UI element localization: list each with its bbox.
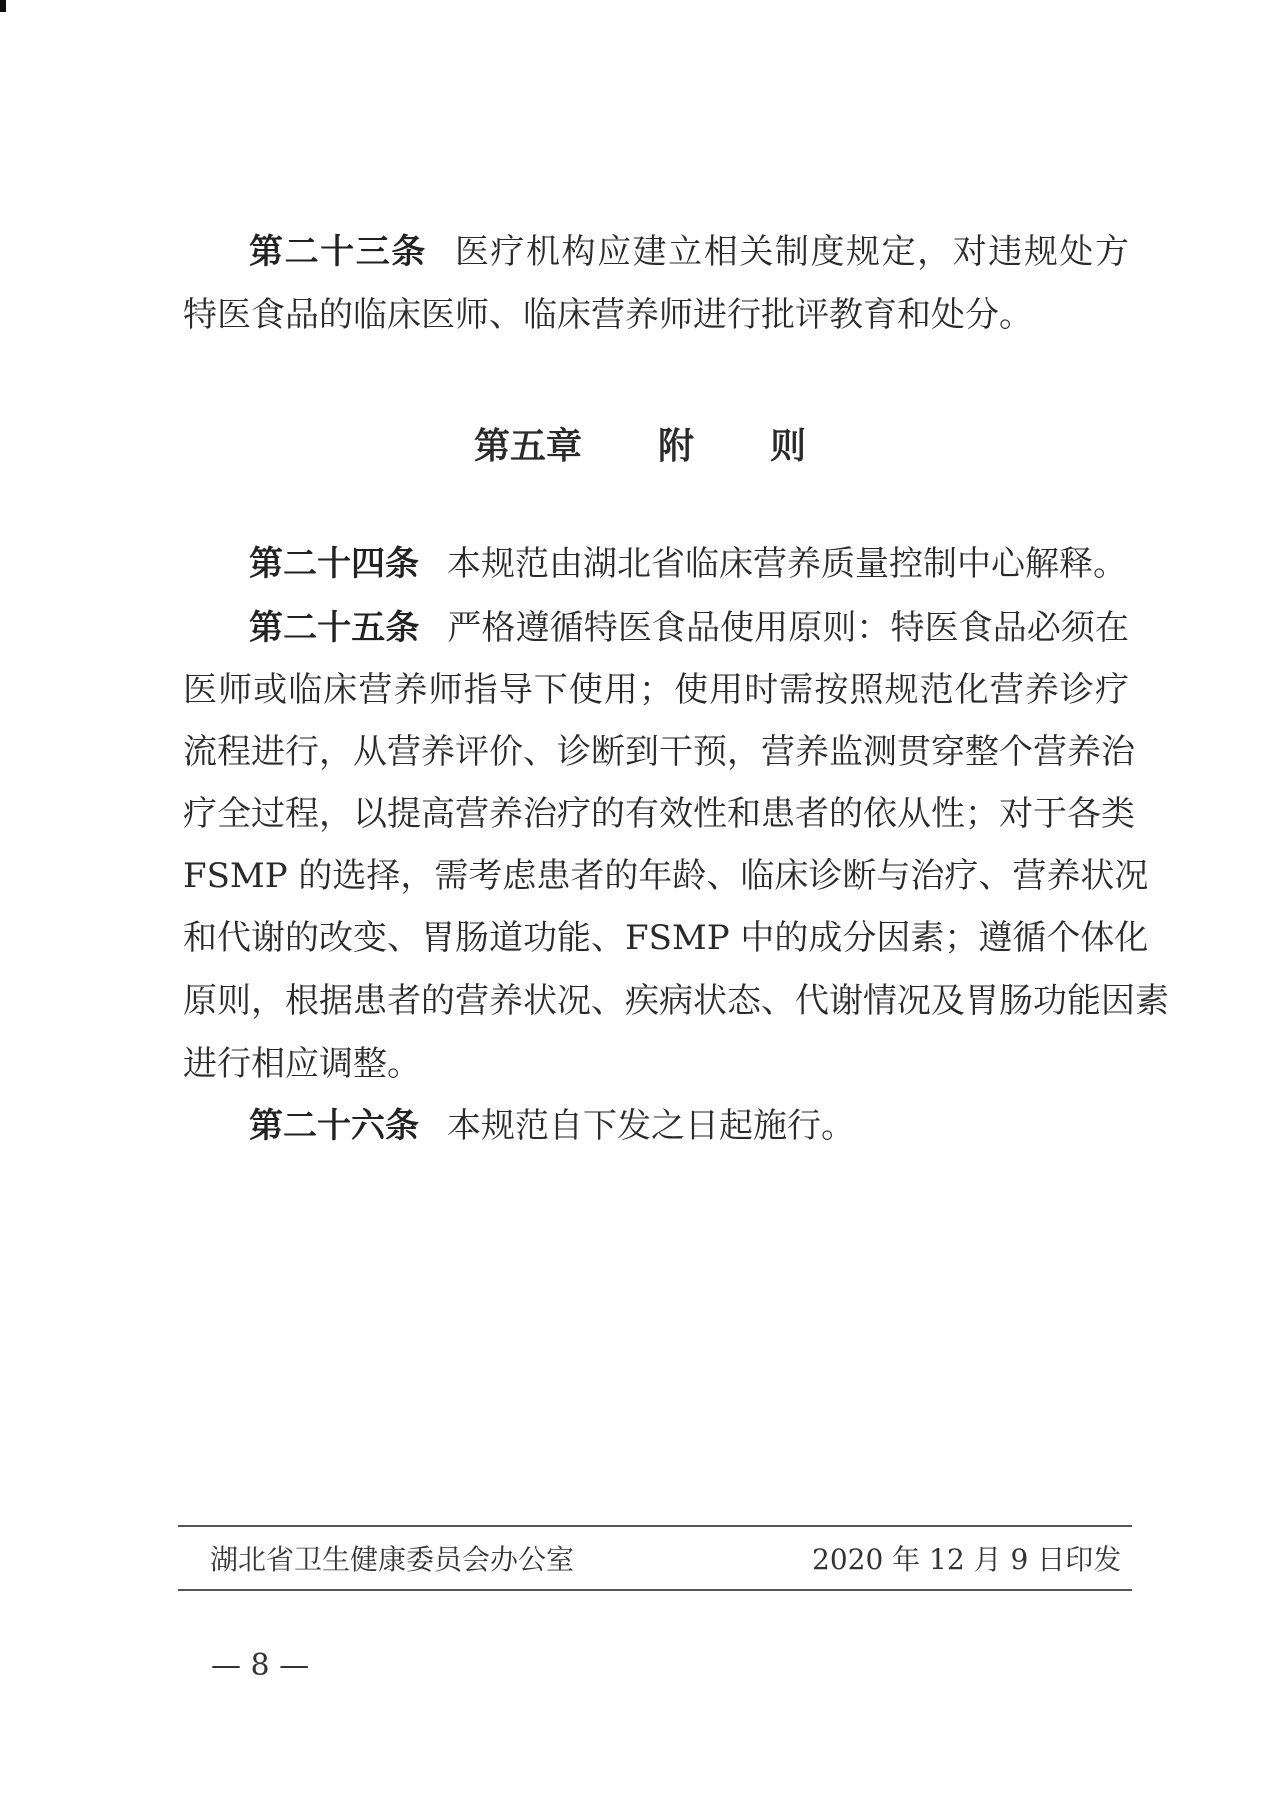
article-text: 严格遵循特医食品使用原则：特医食品必须在 <box>447 608 1130 648</box>
article-label: 第二十三条 <box>249 232 427 272</box>
chapter-title-b: 则 <box>770 426 807 467</box>
chapter-number: 第五章 <box>473 426 582 467</box>
article-text: 本规范由湖北省临床营养质量控制中心解释。 <box>447 544 1127 584</box>
issuer: 湖北省卫生健康委员会办公室 <box>210 1543 575 1576</box>
article-text: 本规范自下发之日起施行。 <box>447 1106 855 1146</box>
article-25-line-4: 疗全过程，以提高营养治疗的有效性和患者的依从性；对于各类 <box>183 794 1135 834</box>
article-25-line-1 <box>249 606 1129 650</box>
article-23-line-2: 特医食品的临床医师、临床营养师进行批评教育和处分。 <box>183 295 1033 335</box>
article-24 <box>249 542 1129 586</box>
issue-date: 2020 年 12 月 9 日印发 <box>812 1543 1122 1576</box>
article-25-line-6: 和代谢的改变、胃肠道功能、FSMP 中的成分因素；遵循个体化 <box>183 918 1149 958</box>
article-25-line-7: 原则，根据患者的营养状况、疾病状态、代谢情况及胃肠功能因素 <box>183 981 1169 1021</box>
footer-rule-bottom <box>178 1589 1132 1591</box>
article-label: 第二十五条 <box>249 608 420 648</box>
chapter-heading <box>0 418 1280 469</box>
scan-mark <box>0 0 6 12</box>
article-25-line-2: 医师或临床营养师指导下使用；使用时需按照规范化营养诊疗 <box>183 670 1129 710</box>
article-25-line-3: 流程进行，从营养评价、诊断到干预，营养监测贯穿整个营养治 <box>183 732 1135 772</box>
article-text: 医疗机构应建立相关制度规定，对违规处方 <box>454 232 1130 272</box>
article-label: 第二十四条 <box>249 544 419 584</box>
chapter-title-a: 附 <box>657 426 694 467</box>
article-label: 第二十六条 <box>249 1106 419 1146</box>
article-26 <box>249 1104 1129 1148</box>
footer-rule-top <box>178 1525 1132 1527</box>
article-25-line-5: FSMP 的选择，需考虑患者的年龄、临床诊断与治疗、营养状况 <box>183 856 1149 896</box>
page-number: — 8 — <box>211 1648 310 1683</box>
article-23-line-1 <box>249 230 1129 274</box>
article-25-line-8: 进行相应调整。 <box>183 1044 421 1084</box>
